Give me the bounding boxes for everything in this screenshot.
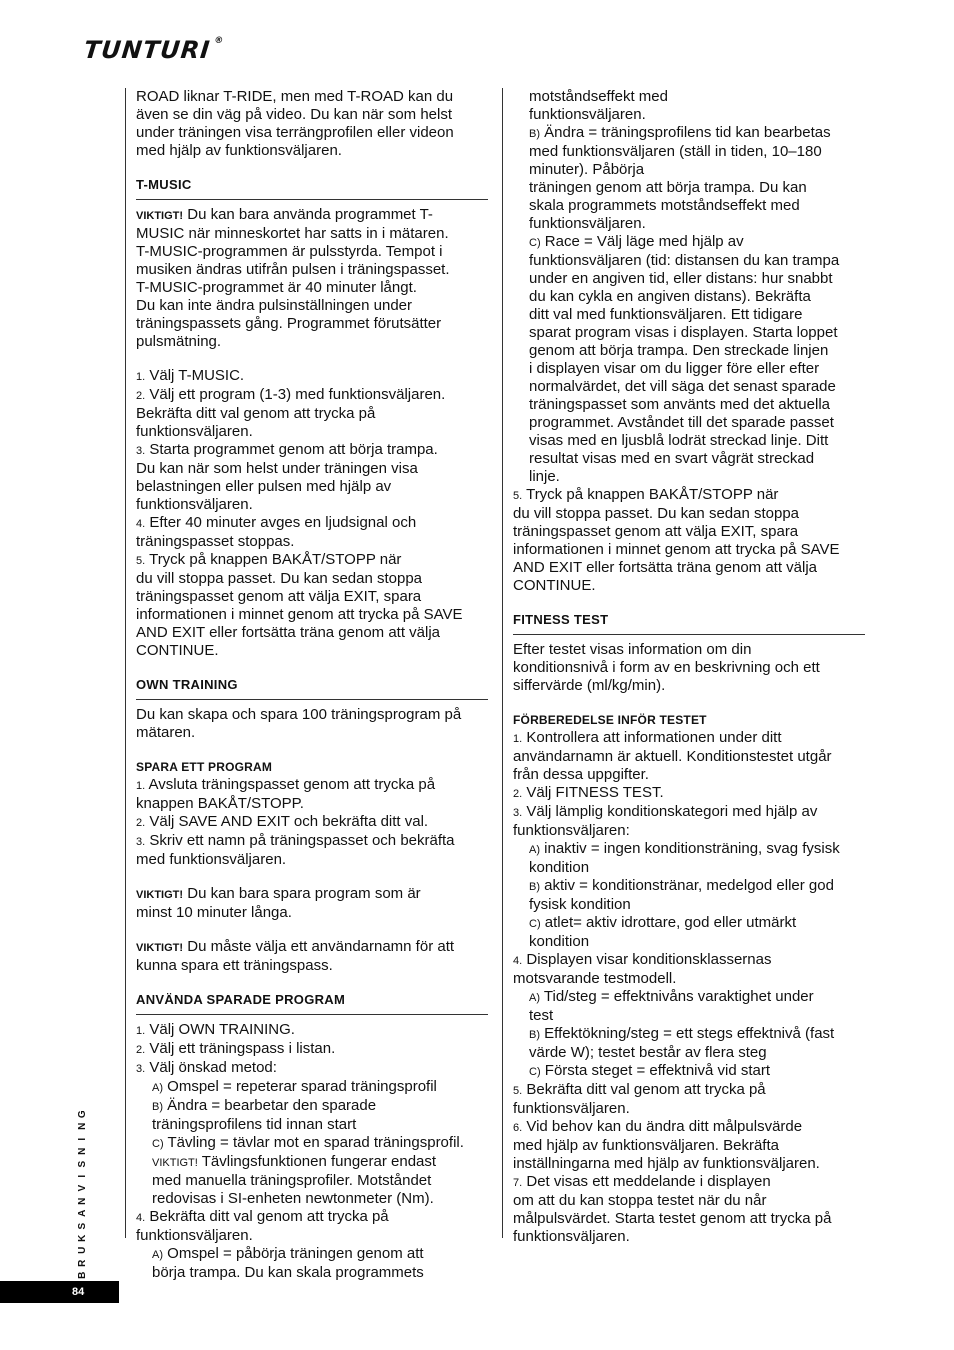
- section-heading-anvanda-sparade-program: ANVÄNDA SPARADE PROGRAM: [136, 991, 488, 1015]
- important-note-min-length: VIKTIGT! Du kan bara spara program som är minst 10 minuter långa.: [136, 885, 421, 921]
- continued-options: motståndseffekt med funktionsväljaren. B) Ändra = träningsprofilens tid kan bearbetas med funktionsväljaren (ställ in tiden, 10–180 minuter). Påbörja träningen genom att börja trampa. Du kan skala programmets motståndseffekt med funktionsväljaren. C) Race = Välj läge med hjälp av funktionsväljaren (tid: distansen du kan trampa under en angiven tid, eller distans: hur snabbt du kan cykla en angiven distans). Bekräfta ditt val med funktionsväljaren. Ett tidigare sparat program visas i displayen. Starta loppet genom att börja trampa. Den streckade linjen i displayen visar om du ligger före eller efter normalvärdet, det vill säga det senast sparade träningspasset som använts med det aktuella programmet. Avståndet till det sparade passet visas med en ljusblå lodrät streckad linje. Ditt resultat visas med en svart vågrät streckad linje.: [529, 88, 840, 485]
- right-step-5: 5. Tryck på knappen BAKÅT/STOPP när du vill stoppa passet. Du kan sedan stoppa träningspasset genom att välja EXIT, spara informationen i minnet genom att trycka på SAVE AND EXIT eller fortsätta träna genom att välja CONTINUE.: [513, 486, 840, 594]
- registered-mark: ®: [213, 36, 225, 46]
- page-number: 84: [72, 1286, 85, 1298]
- section-heading-own-training: OWN TRAINING: [136, 676, 488, 700]
- section-heading-t-music: T-MUSIC: [136, 176, 488, 200]
- fitness-model-options: A) Tid/steg = effektnivåns varaktighet under test B) Effektökning/steg = ett stegs effektnivå (fast värde W); testet består av flera steg C) Första steget = effektnivå vid start: [529, 988, 835, 1079]
- left-column: [136, 88, 488, 1282]
- fitness-step-4: 4. Displayen visar konditionsklassernas motsvarande testmodell.: [513, 951, 772, 987]
- road-paragraph: ROAD liknar T-RIDE, men med T-ROAD kan du även se din väg på video. Du kan när som helst under träningen visa terrängprofilen eller videon med hjälp av funktionsväljaren.: [136, 88, 454, 159]
- subheading-forberedelse: FÖRBEREDELSE INFÖR TESTET: [513, 713, 707, 727]
- t-music-important-note: VIKTIGT! Du kan bara använda programmet T- MUSIC när minneskortet har satts in i mätaren. T-MUSIC-programmen är pulsstyrda. Tempot i musiken ändras utifrån pulsen i träningspasset. T-MUSIC-programmet är 40 minuter långt. Du kan inte ändra pulsinställningen under träningspassets gång. Programmet förutsätter pulsmätning.: [136, 206, 450, 350]
- brand-name: TUNTURI: [82, 36, 212, 64]
- anvanda-step-4-options: A) Omspel = påbörja träningen genom att börja trampa. Du kan skala programmets: [152, 1245, 424, 1281]
- fitness-steps-1-3: 1. Kontrollera att informationen under ditt användarnamn är aktuell. Konditionstestet utgår från dessa uppgifter. 2. Välj FITNESS TEST. 3. Välj lämplig konditionskategori med hjälp av funktionsväljaren:: [513, 729, 832, 839]
- center-column-rule: [502, 88, 503, 1238]
- fitness-test-intro: Efter testet visas information om din konditionsnivå i form av en beskrivning och ett siffervärde (ml/kg/min).: [513, 641, 820, 694]
- own-training-intro: Du kan skapa och spara 100 träningsprogram på mätaren.: [136, 706, 462, 741]
- left-column-rule: [125, 88, 126, 1238]
- tunturi-logo: [83, 36, 225, 64]
- anvanda-method-options: A) Omspel = repeterar sparad träningsprofil B) Ändra = bearbetar den sparade träningsprofilens tid innan start C) Tävling = tävlar mot en sparad träningsprofil. VIKTIGT! Tävlingsfunktionen fungerar endast med manuella träningsprofiler. Motståndet redovisas i SI-enheten newtonmeter (Nm).: [152, 1078, 464, 1207]
- important-note-username: VIKTIGT! Du måste välja ett användarnamn för att kunna spara ett träningspass.: [136, 938, 455, 974]
- section-heading-fitness-test: FITNESS TEST: [513, 611, 865, 635]
- anvanda-steps: 1. Välj OWN TRAINING. 2. Välj ett träningspass i listan. 3. Välj önskad metod:: [136, 1021, 336, 1076]
- subheading-spara-ett-program: SPARA ETT PROGRAM: [136, 760, 273, 774]
- spara-steps: 1. Avsluta träningspasset genom att trycka på knappen BAKÅT/STOPP. 2. Välj SAVE AND EXIT och bekräfta ditt val. 3. Skriv ett namn på träningspasset och bekräfta med funktionsväljaren.: [136, 776, 455, 868]
- t-music-steps: 1. Välj T-MUSIC. 2. Välj ett program (1-3) med funktionsväljaren. Bekräfta ditt val genom att trycka på funktionsväljaren. 3. Starta programmet genom att börja trampa. Du kan när som helst under träningen visa belastningen eller pulsen med hjälp av funktionsväljaren. 4. Efter 40 minuter avges en ljudsignal och träningspasset stoppas. 5. Tryck på knappen BAKÅT/STOPP när du vill stoppa passet. Du kan sedan stoppa träningspasset genom att välja EXIT, spara informationen i minnet genom att trycka på SAVE AND EXIT eller fortsätta träna genom att välja CONTINUE.: [136, 367, 463, 659]
- right-column: [513, 88, 865, 1246]
- fitness-category-options: A) inaktiv = ingen konditionsträning, svag fysisk kondition B) aktiv = konditionstränar, medelgod eller god fysisk kondition C) atlet= aktiv idrottare, god eller utmärkt kondition: [529, 840, 840, 950]
- page-number-box: [0, 1281, 119, 1303]
- anvanda-step-4: 4. Bekräfta ditt val genom att trycka på funktionsväljaren.: [136, 1208, 389, 1244]
- fitness-steps-5-7: 5. Bekräfta ditt val genom att trycka på funktionsväljaren. 6. Vid behov kan du ändra ditt målpulsvärde med hjälp av funktionsväljaren. Bekräfta inställningarna med hjälp av funktionsväljaren. 7. Det visas ett meddelande i displayen om att du kan stoppa testet när du når målpulsvärdet. Starta testet genom att trycka på funktionsväljaren.: [513, 1081, 832, 1245]
- side-label-bruksanvisning: G N I N S I V N A S K U R B: [76, 1110, 88, 1280]
